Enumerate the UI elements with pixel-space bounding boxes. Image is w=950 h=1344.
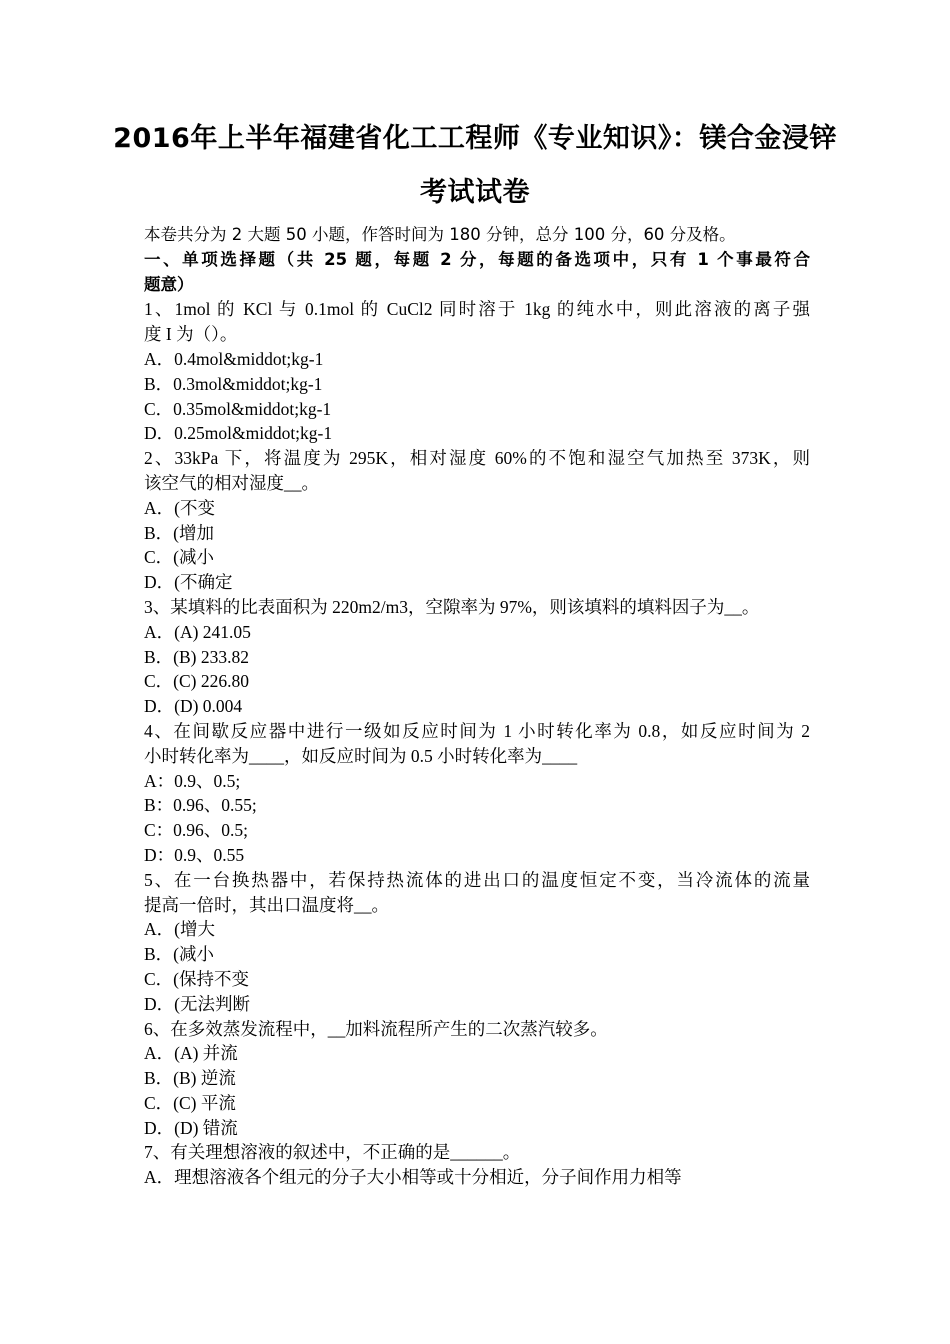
question-3 (144, 595, 810, 719)
question-7 (144, 1140, 810, 1190)
question-2 (144, 446, 810, 595)
option-c: C．(C) 平流 (144, 1092, 236, 1113)
option-a: A．(A) 并流 (144, 1043, 238, 1064)
question-text: 2、33kPa 下，将温度为 295K，相对湿度 60%的不饱和湿空气加热至 373K，则 (144, 448, 810, 469)
exam-intro: 本卷共分为 2 大题 50 小题，作答时间为 180 分钟，总分 100 分，60 分及格。 (144, 225, 736, 244)
question-text: 5、在一台换热器中，若保持热流体的进出口的温度恒定不变，当冷流体的流量 (144, 869, 810, 890)
question-4 (144, 719, 810, 868)
option-a: A．(A) 241.05 (144, 621, 251, 642)
question-text: 提高一倍时，其出口温度将__。 (144, 894, 389, 915)
option-b: B．(增加 (144, 522, 214, 543)
question-text: 4、在间歇反应器中进行一级如反应时间为 1 小时转化率为 0.8，如反应时间为 2 (144, 720, 810, 741)
option-b: B．0.3mol&middot;kg-1 (144, 373, 323, 394)
page-title-continued: 考试试卷 (420, 177, 530, 208)
option-a: A．理想溶液各个组元的分子大小相等或十分相近，分子间作用力相等 (144, 1167, 682, 1188)
option-d: D．(无法判断 (144, 993, 250, 1014)
option-d: D．(D) 0.004 (144, 696, 243, 717)
question-text: 度 I 为（）。 (144, 324, 238, 345)
question-text: 6、在多效蒸发流程中，__加料流程所产生的二次蒸汽较多。 (144, 1018, 608, 1039)
question-5 (144, 868, 810, 1017)
question-6 (144, 1017, 810, 1141)
question-1 (144, 297, 810, 446)
option-a: A．(不变 (144, 497, 215, 518)
option-c: C：0.96、0.5; (144, 820, 249, 841)
section-heading: 一、单项选择题（共 25 题，每题 2 分，每题的备选项中，只有 1 个事最符合 (144, 249, 810, 269)
question-text: 3、某填料的比表面积为 220m2/m3，空隙率为 97%，则该填料的填料因子为__。 (144, 596, 760, 617)
option-d: D．0.25mol&middot;kg-1 (144, 423, 333, 444)
option-a: A．(增大 (144, 919, 215, 940)
option-b: B．(B) 233.82 (144, 646, 249, 667)
option-c: C．0.35mol&middot;kg-1 (144, 398, 332, 419)
option-c: C．(减小 (144, 547, 214, 568)
option-d: D．(不确定 (144, 572, 233, 593)
option-b: B：0.96、0.55; (144, 795, 257, 816)
section-heading-continued: 题意） (144, 274, 194, 294)
option-a: A．0.4mol&middot;kg-1 (144, 348, 324, 369)
question-text: 该空气的相对湿度__。 (144, 472, 319, 493)
question-text: 7、有关理想溶液的叙述中，不正确的是______。 (144, 1142, 521, 1163)
question-text: 小时转化率为____，如反应时间为 0.5 小时转化率为____ (144, 745, 578, 766)
option-d: D．(D) 错流 (144, 1117, 238, 1138)
option-c: C．(保持不变 (144, 968, 249, 989)
option-c: C．(C) 226.80 (144, 671, 249, 692)
page-title: 2016年上半年福建省化工工程师《专业知识》：镁合金浸锌 (113, 123, 837, 154)
option-b: B．(B) 逆流 (144, 1068, 236, 1089)
option-d: D：0.9、0.55 (144, 844, 245, 865)
option-a: A：0.9、0.5; (144, 770, 241, 791)
exam-content (144, 223, 810, 1190)
option-b: B．(减小 (144, 944, 214, 965)
question-text: 1、1mol 的 KCl 与 0.1mol 的 CuCl2 同时溶于 1kg 的纯水中，则此溶液的离子强 (144, 299, 810, 320)
